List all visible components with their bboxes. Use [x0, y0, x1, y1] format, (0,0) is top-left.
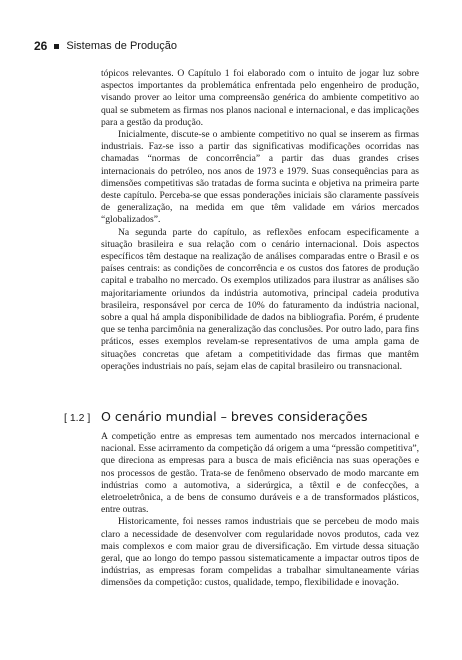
running-title: Sistemas de Produção	[66, 40, 178, 52]
section-paragraph-1: A competição entre as empresas tem aumentado nos mercados internacional e nacional. Esse acirramento da competição dá origem a uma “pressão competitiva”, que direciona as empresas para a busca de mais eficiência nas suas operações e nos processos de gestão. Trata-se de fenômeno observado de modo marcante em indústrias como a automotiva, a siderúrgica, a têxtil e de confecções, a eletroeletrônica, a de bens de consumo duráveis e a de transformados plásticos, entre outras.	[101, 431, 419, 516]
page-number: 26	[34, 39, 48, 53]
intro-paragraph-3: Na segunda parte do capítulo, as reflexões enfocam especificamente a situação brasileira e sua relação com o cenário internacional. Dois aspectos específicos têm destaque na realização de análises comparadas entre o Brasil e os países centrais: as condições de concorrência e os custos dos fatores de produção capital e trabalho no mercado. Os exemplos utilizados para ilustrar as análises são majoritariamente oriundos da indústria automotiva, principal cadeia produtiva brasileira, responsável por cerca de 10% do faturamento da indústria nacional, sobre a qual há ampla disponibilidade de dados na bibliografia. Porém, é prudente que se tenha parcimônia na generalização das conclusões. Por outro lado, para fins práticos, esses exemplos revelam-se representativos de uma ampla gama de situações concretas que afetam a competitividade das firmas que mantêm operações industriais no país, sejam elas de capital brasileiro ou transnacional.	[101, 226, 419, 372]
header-bullet-icon	[54, 44, 59, 49]
section-number: [ 1.2 ]	[64, 412, 91, 424]
section-text-block	[101, 431, 419, 590]
intro-paragraph-2: Inicialmente, discute-se o ambiente competitivo no qual se inserem as firmas industriais. Faz-se isso a partir das significativas modificações ocorridas nas chamadas “normas de concorrência” a partir das duas grandes crises internacionais do petróleo, nos anos de 1973 e 1979. Suas consequências para as dimensões competitivas são tratadas de forma sucinta e objetiva na primeira parte deste capítulo. Perceba-se que essas ponderações iniciais são claramente passíveis de generalização, na medida em que têm validade em vários mercados “globalizados”.	[101, 129, 419, 226]
section-paragraph-2: Historicamente, foi nesses ramos industriais que se percebeu de modo mais claro a necessidade de desenvolver com regularidade novos produtos, cada vez mais complexos e com maior grau de diversificação. Em virtude dessa situação geral, que ao longo do tempo passou sistematicamente a impactar outros tipos de indústrias, as empresas foram compelidas a trabalhar simultaneamente várias dimensões da competição: custos, qualidade, tempo, flexibilidade e inovação.	[101, 516, 419, 589]
running-header	[34, 40, 177, 53]
intro-paragraph-1: tópicos relevantes. O Capítulo 1 foi elaborado com o intuito de jogar luz sobre aspectos importantes da problemática enfrentada pelo engenheiro de produção, visando prover ao leitor uma compreensão genérica do ambiente competitivo ao qual se submetem as firmas nos planos nacional e internacional, e das implicações para a gestão da produção.	[101, 68, 419, 128]
section-title: O cenário mundial – breves considerações	[101, 409, 368, 424]
intro-text-block	[101, 68, 419, 373]
